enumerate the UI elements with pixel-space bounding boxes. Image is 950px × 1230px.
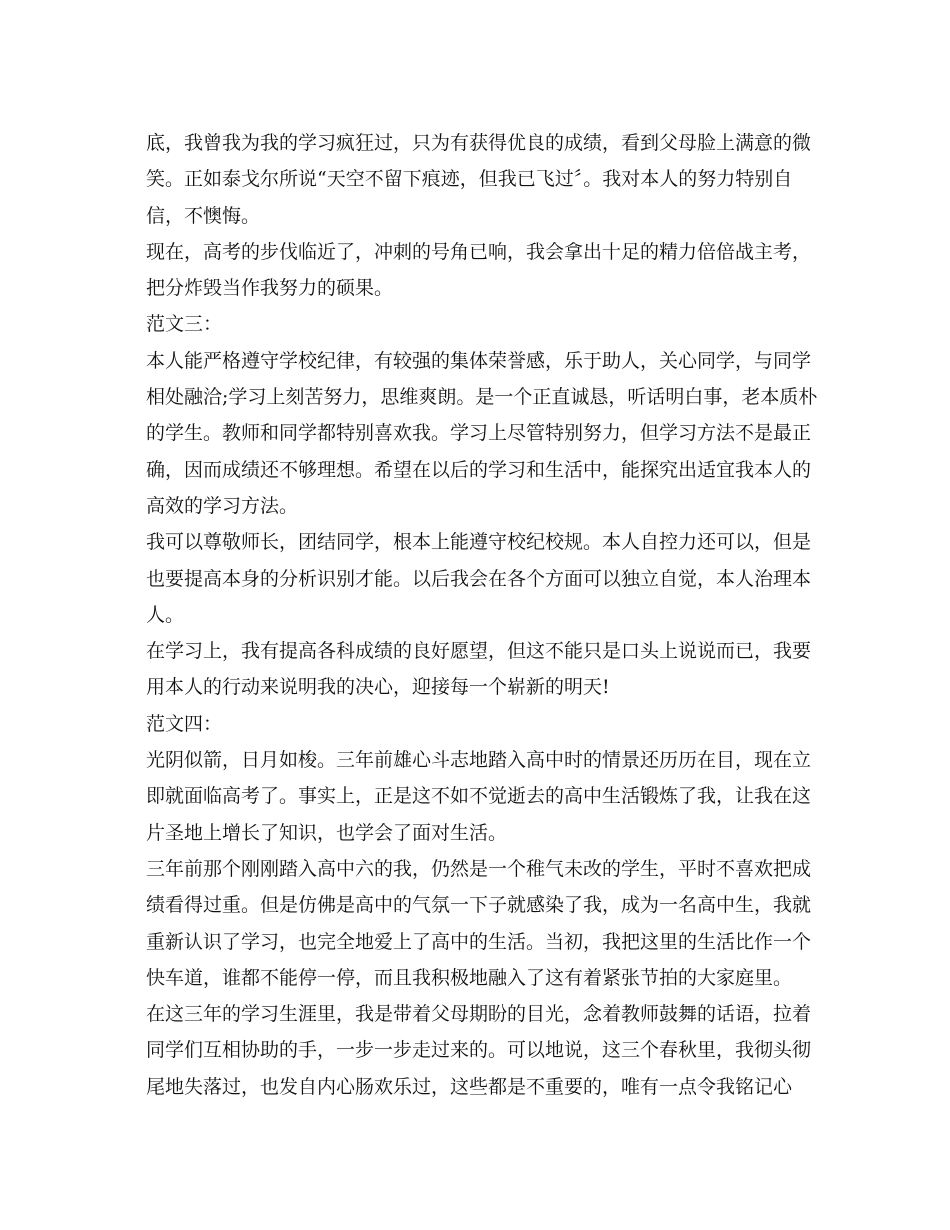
text-line: 信，不懊悔。	[146, 204, 261, 227]
text-line: 确，因而成绩还不够理想。希望在以后的学习和生活中，能探究出适宜我本人的	[146, 458, 812, 481]
text-line: 把分炸毁当作我努力的硕果。	[146, 277, 394, 300]
text-line: 人。	[146, 603, 185, 626]
text-line: 也要提高本身的分析识别才能。以后我会在各个方面可以独立自觉，本人治理本	[146, 567, 812, 590]
text-line: 用本人的行动来说明我的决心，迎接每一个崭新的明天!	[146, 676, 610, 699]
text-line: 我可以尊敬师长，团结同学，根本上能遵守校纪校规。本人自控力还可以，但是	[146, 531, 812, 554]
document-body	[146, 125, 818, 1105]
text-line: 在学习上，我有提高各科成绩的良好愿望，但这不能只是口头上说说而已，我要	[146, 640, 812, 663]
text-line: 本人能严格遵守学校纪律，有较强的集体荣誉感，乐于助人，关心同学，与同学	[146, 349, 812, 372]
text-line: 片圣地上增长了知识，也学会了面对生活。	[146, 821, 508, 844]
text-line: 高效的学习方法。	[146, 494, 299, 517]
text-line: 现在，高考的步伐临近了，冲刺的号角已响，我会拿出十足的精力倍倍战主考，	[146, 240, 812, 263]
text-line: 三年前那个刚刚踏入高中六的我，仍然是一个稚气未改的学生，平时不喜欢把成	[146, 857, 812, 880]
text-line: 的学生。教师和同学都特别喜欢我。学习上尽管特别努力，但学习方法不是最正	[146, 422, 812, 445]
text-line: 即就面临高考了。事实上，正是这不如不觉逝去的高中生活锻炼了我，让我在这	[146, 785, 812, 808]
text-line: 在这三年的学习生涯里，我是带着父母期盼的目光，念着教师鼓舞的话语，拉着	[146, 1003, 812, 1026]
text-line: 光阴似箭，日月如梭。三年前雄心斗志地踏入高中时的情景还历历在目，现在立	[146, 749, 812, 772]
section-heading: 范文三：	[146, 313, 223, 336]
text-line: 相处融洽;学习上刻苦努力，思维爽朗。是一个正直诚恳，听话明白事，老本质朴	[146, 386, 818, 409]
text-line: 底，我曾我为我的学习疯狂过，只为有获得优良的成绩，看到父母脸上满意的微	[146, 132, 812, 154]
text-line: 重新认识了学习，也完全地爱上了高中的生活。当初，我把这里的生活比作一个	[146, 930, 812, 953]
text-line: 笑。正如泰戈尔所说“天空不留下痕迹，但我已飞过〞。我对本人的努力特别自	[146, 168, 793, 191]
text-line: 尾地失落过，也发自内心肠欢乐过，这些都是不重要的，唯有一点令我铭记心	[146, 1075, 793, 1098]
section-heading: 范文四：	[146, 712, 223, 735]
text-line: 快车道，谁都不能停一停，而且我积极地融入了这有着紧张节拍的大家庭里。	[146, 966, 793, 989]
text-line: 绩看得过重。但是仿佛是高中的气氛一下子就感染了我，成为一名高中生，我就	[146, 894, 812, 917]
text-line: 同学们互相协助的手，一步一步走过来的。可以地说，这三个春秋里，我彻头彻	[146, 1039, 812, 1062]
